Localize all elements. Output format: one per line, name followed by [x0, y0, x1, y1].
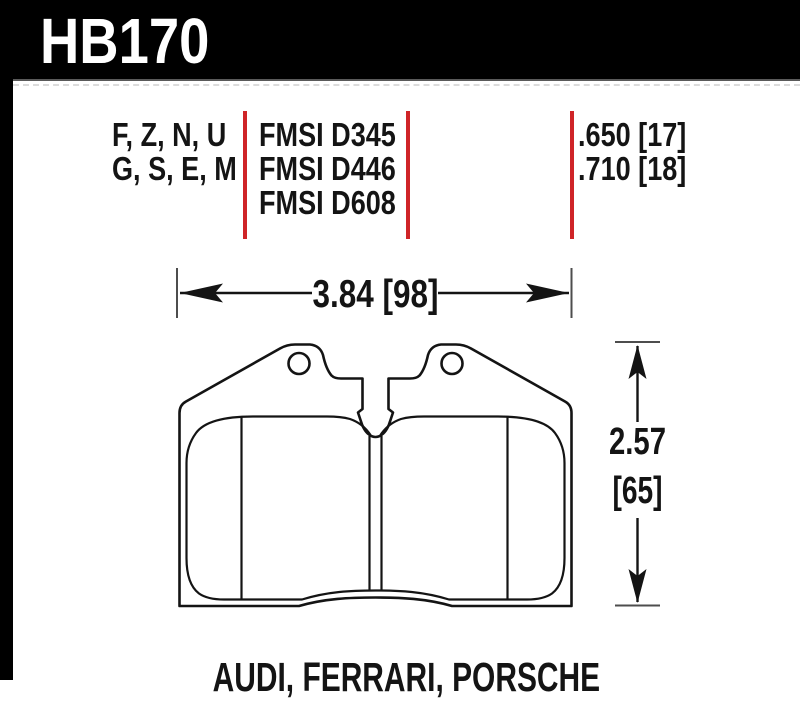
width-dimension [177, 268, 572, 318]
fmsi-number-3: FMSI D608 [259, 184, 396, 221]
part-number-text: HB170 [40, 5, 210, 77]
pad-backing-plate-outline [180, 345, 572, 607]
compound-codes-line-1: F, Z, N, U [112, 116, 227, 153]
vehicle-applications-text: AUDI, FERRARI, PORSCHE [212, 654, 601, 700]
fmsi-number-2: FMSI D446 [259, 150, 396, 187]
height-dimension-label-inches: 2.57 [609, 421, 666, 463]
height-dimension-label-mm: [65] [612, 470, 663, 512]
height-dimension [609, 342, 666, 606]
fmsi-number-1: FMSI D345 [259, 116, 396, 153]
vehicle-applications [13, 654, 800, 700]
compound-codes-line-2: G, S, E, M [112, 150, 237, 187]
brake-pad-outline [180, 345, 572, 607]
width-dimension-label: 3.84 [98] [312, 273, 439, 316]
right-mounting-hole [442, 353, 463, 374]
pad-thickness-2: .710 [18] [578, 150, 687, 187]
pad-thickness-1: .650 [17] [578, 116, 687, 153]
left-mounting-hole [289, 353, 310, 374]
